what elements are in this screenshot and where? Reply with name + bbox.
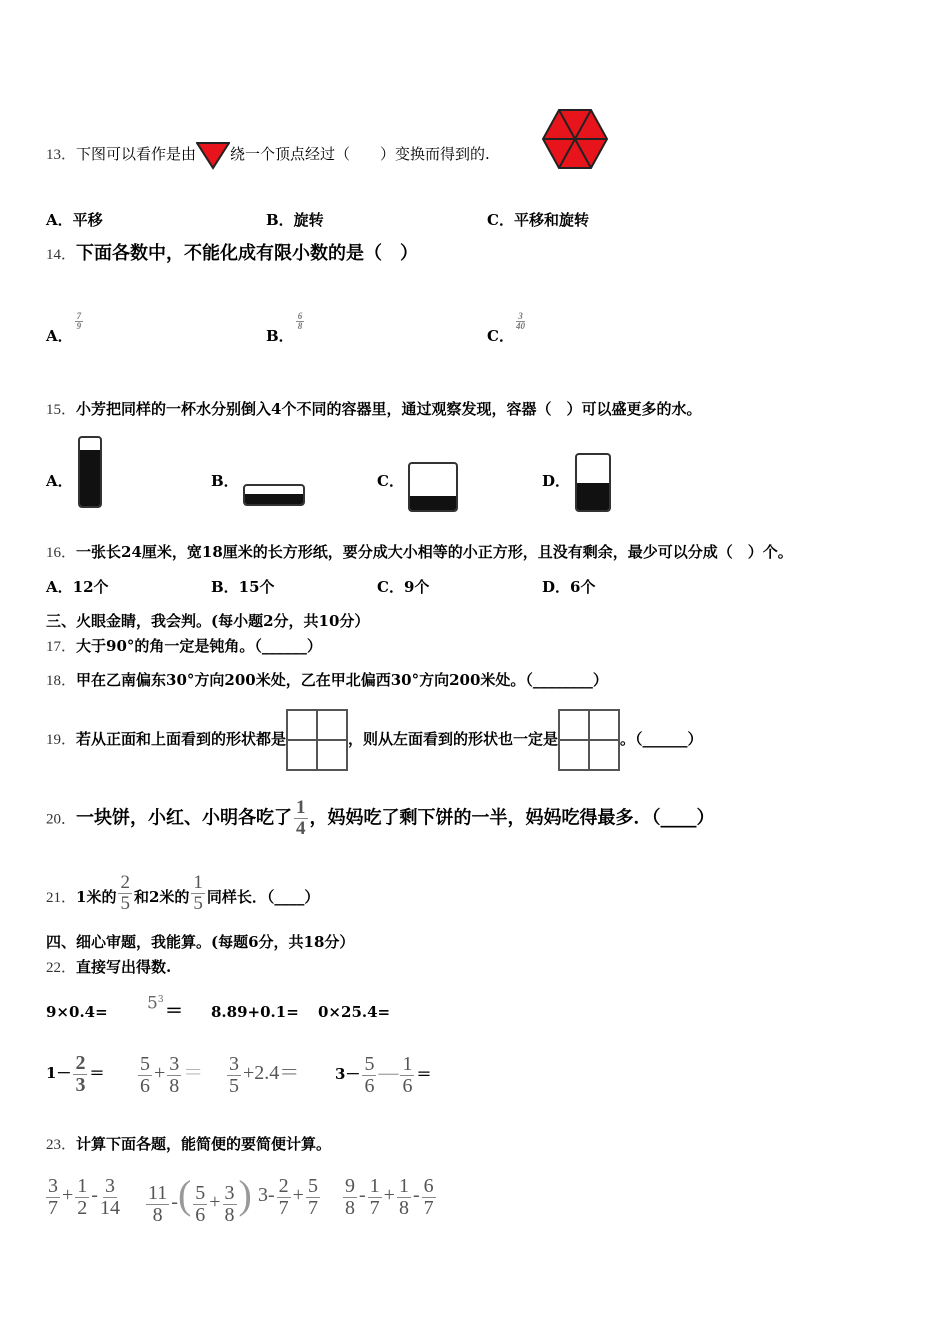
- text: 7: [423, 1196, 434, 1219]
- text: 1: [402, 1052, 413, 1075]
- text: 8: [224, 1203, 235, 1226]
- option-a[interactable]: A．12个: [46, 578, 109, 596]
- fraction: [296, 312, 305, 332]
- text: 8: [152, 1203, 163, 1226]
- fraction: [191, 873, 205, 914]
- calc-item: 9×0.4=: [46, 1003, 108, 1021]
- text: 8: [169, 1074, 180, 1097]
- text: 3: [169, 1052, 180, 1075]
- text: 甲在乙南偏东30°方向200米处，乙在甲北偏西30°方向200米处。（________）: [76, 671, 608, 689]
- text: 20．: [46, 811, 77, 828]
- text: 若从正面和上面看到的形状都是: [76, 730, 287, 748]
- text: 8: [297, 321, 303, 332]
- fraction: [516, 312, 525, 332]
- square-grid-figure: [558, 709, 620, 771]
- text: +: [292, 1184, 304, 1206]
- text: 6: [423, 1174, 434, 1197]
- element: [167, 1054, 181, 1097]
- element: [46, 1176, 60, 1219]
- text: +2.4＝: [243, 1062, 300, 1084]
- text: ，则从左面看到的形状也一定是: [348, 730, 559, 748]
- text: 9: [76, 321, 82, 332]
- text: 2: [120, 872, 130, 893]
- text: -: [91, 1184, 98, 1206]
- text: 2: [278, 1174, 289, 1197]
- text: 7: [48, 1196, 58, 1219]
- option-label: A．: [46, 327, 73, 345]
- question-number: 16．: [46, 545, 77, 561]
- calc-expression-4: [341, 1172, 438, 1219]
- element: ): [238, 1172, 252, 1217]
- fraction: [75, 312, 84, 332]
- option-a[interactable]: A．: [46, 472, 73, 490]
- question-number: 14．: [46, 247, 77, 263]
- text: 同样长．（____）: [206, 888, 320, 906]
- option-b[interactable]: B．: [211, 472, 239, 490]
- text: 1: [398, 1174, 409, 1197]
- text: -: [171, 1191, 178, 1213]
- text: 1: [296, 797, 306, 818]
- element: [362, 1054, 376, 1097]
- equals-sign: ＝: [165, 1001, 183, 1022]
- calc-expression-1: [44, 1172, 122, 1219]
- element: [193, 1183, 207, 1226]
- question-text: 小芳把同样的一杯水分别倒入4个不同的容器里，通过观察发现，容器（ ）可以盛更多的水。: [76, 400, 702, 418]
- text: 40: [515, 321, 525, 332]
- question-17: [46, 636, 322, 657]
- option-a[interactable]: [46, 312, 85, 346]
- text: +: [209, 1191, 221, 1213]
- text: 3: [157, 995, 164, 1005]
- calc-item: 0×25.4=: [318, 1003, 391, 1021]
- text: 大于90°的角一定是钝角。（______）: [76, 637, 322, 655]
- calc-item: [46, 1050, 104, 1096]
- text: 和2米的: [133, 888, 190, 906]
- fraction: [118, 873, 132, 914]
- text: 3: [224, 1181, 235, 1204]
- text: 23．: [46, 1137, 77, 1153]
- text: 1: [369, 1174, 380, 1197]
- text: +: [383, 1184, 395, 1206]
- text: ＝: [89, 1064, 105, 1082]
- element: [306, 1176, 320, 1219]
- calc-item: [147, 990, 164, 1014]
- element: [410, 496, 456, 510]
- element: [343, 1176, 357, 1219]
- element: [245, 494, 303, 504]
- question-21: [46, 873, 319, 914]
- text: 22．: [46, 960, 77, 976]
- question-19: [46, 706, 703, 773]
- element: [227, 1054, 241, 1097]
- text: ＝: [183, 1062, 204, 1084]
- question-16: [46, 542, 793, 563]
- element: (: [177, 1172, 192, 1217]
- text: 7: [307, 1196, 318, 1219]
- text: 3－: [335, 1065, 361, 1083]
- question-13: [46, 140, 490, 170]
- text: ＝: [416, 1065, 432, 1083]
- text: 。（______）: [620, 730, 703, 748]
- text: 7: [278, 1196, 289, 1219]
- text: 直接写出得数.: [76, 958, 172, 976]
- text: 3: [229, 1052, 239, 1075]
- text: ，妈妈吃了剩下饼的一半，妈妈吃得最多．（____）: [309, 807, 715, 829]
- text: 5: [195, 1181, 206, 1204]
- element: [368, 1176, 382, 1219]
- text: 3: [518, 311, 523, 321]
- text: 2: [77, 1196, 88, 1219]
- question-text: 下图可以看作是由: [76, 145, 197, 163]
- element: [223, 1183, 237, 1226]
- text: 6: [297, 311, 303, 321]
- calc-item: [225, 1050, 299, 1097]
- text: 1: [193, 872, 203, 893]
- red-hexagon-figure: [542, 109, 608, 169]
- question-23: [46, 1134, 331, 1155]
- text: 一块饼，小红、小明各吃了: [76, 807, 293, 829]
- container-tall-image: [78, 436, 102, 508]
- text: 5: [307, 1174, 318, 1197]
- calc-item: [136, 1050, 203, 1097]
- element: [100, 1176, 120, 1219]
- option-d[interactable]: D．6个: [542, 578, 596, 596]
- text: 21．: [46, 890, 77, 906]
- question-20: [46, 798, 715, 839]
- text: 4: [296, 817, 306, 839]
- text: —: [378, 1062, 399, 1084]
- section-3-heading: 三、火眼金睛，我会判。(每小题2分，共10分）: [46, 612, 370, 630]
- text: 3: [75, 1073, 86, 1096]
- question-text: 绕一个顶点经过（ ）变换而得到的.: [230, 145, 490, 163]
- fraction: [294, 798, 308, 839]
- question-14: [46, 244, 418, 265]
- element: [400, 1054, 414, 1097]
- option-c[interactable]: [487, 312, 527, 346]
- text: 5: [193, 892, 203, 914]
- element: [397, 1176, 411, 1219]
- calc-item: [335, 1050, 431, 1097]
- text: 6: [402, 1074, 413, 1097]
- text: 3-: [258, 1184, 275, 1206]
- option-label: B．: [266, 327, 294, 345]
- text: 18．: [46, 673, 77, 689]
- option-label: C．: [487, 327, 514, 345]
- text: 6: [140, 1074, 150, 1097]
- text: 2: [75, 1051, 86, 1074]
- element: [73, 1053, 87, 1096]
- text: 9: [345, 1174, 355, 1197]
- text: 17．: [46, 639, 77, 655]
- text: 5: [147, 993, 158, 1014]
- element: [197, 143, 229, 168]
- container-wide-image: [408, 462, 458, 512]
- element: [80, 450, 100, 506]
- calc-item: 8.89+0.1=: [211, 1003, 299, 1021]
- option-d[interactable]: D．: [542, 472, 571, 490]
- text: 5: [120, 892, 130, 914]
- element: [277, 1176, 291, 1219]
- option-c[interactable]: C．9个: [377, 578, 430, 596]
- text: 3: [104, 1174, 115, 1197]
- element: [577, 483, 609, 511]
- text: +: [154, 1062, 166, 1084]
- text: 1: [77, 1174, 88, 1197]
- text: 5: [229, 1074, 239, 1097]
- text: 7: [76, 311, 82, 321]
- text: 8: [345, 1196, 355, 1219]
- text: 6: [195, 1203, 206, 1226]
- section-4-heading: 四、细心审题，我能算。(每题6分，共18分）: [46, 933, 355, 951]
- question-number: 15．: [46, 402, 77, 418]
- text: +: [62, 1184, 74, 1206]
- question-15: [46, 399, 701, 420]
- text: -: [359, 1184, 366, 1206]
- option-c[interactable]: C．: [377, 472, 404, 490]
- red-triangle-icon: [196, 140, 230, 170]
- text: 19．: [46, 732, 77, 748]
- calc-expression-3: [258, 1172, 322, 1219]
- text: 6: [364, 1074, 375, 1097]
- element: [422, 1176, 436, 1219]
- text: 14: [99, 1196, 120, 1219]
- option-b[interactable]: [266, 312, 306, 346]
- question-text: 下面各数中，不能化成有限小数的是（ ）: [76, 243, 419, 264]
- option-c[interactable]: C．平移和旋转: [487, 211, 589, 229]
- element: [138, 1054, 152, 1097]
- text: 5: [140, 1052, 150, 1075]
- container-flat-image: [243, 484, 305, 506]
- text: 11: [148, 1181, 168, 1204]
- square-grid-figure: [286, 709, 348, 771]
- text: 7: [369, 1196, 380, 1219]
- text: 1米的: [76, 888, 117, 906]
- option-a[interactable]: A．平移: [46, 211, 103, 229]
- option-b[interactable]: B．旋转: [266, 211, 324, 229]
- question-22: [46, 957, 171, 978]
- container-medium-image: [575, 453, 611, 512]
- question-text: 一张长24厘米，宽18厘米的长方形纸，要分成大小相等的小正方形，且没有剩余，最少可以分成（ ）个。: [76, 543, 793, 561]
- calc-expression-2: [144, 1172, 252, 1226]
- text: 8: [398, 1196, 409, 1219]
- element: [146, 1183, 169, 1226]
- option-b[interactable]: B．15个: [211, 578, 275, 596]
- text: 5: [364, 1052, 375, 1075]
- question-number: 13．: [46, 147, 77, 163]
- text: 计算下面各题，能简便的要简便计算。: [76, 1135, 332, 1153]
- text: -: [412, 1184, 420, 1206]
- text: 1－: [46, 1064, 72, 1082]
- question-18: [46, 670, 608, 691]
- element: [75, 1176, 89, 1219]
- text: 3: [48, 1174, 58, 1197]
